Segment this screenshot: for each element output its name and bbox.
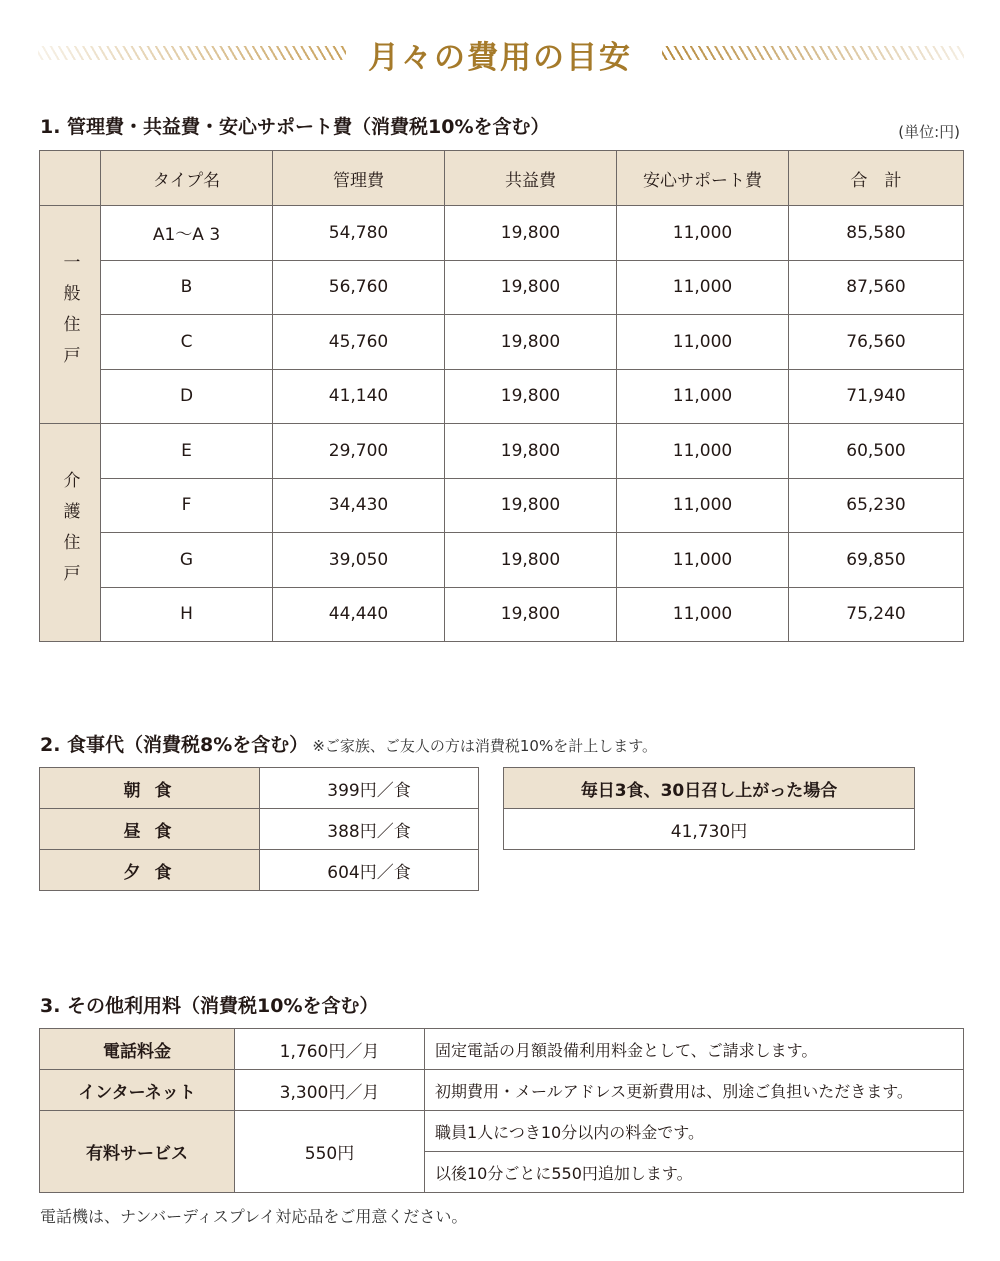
common-fee-cell: 19,800: [445, 478, 617, 533]
decorative-stripe-right: [662, 46, 964, 60]
fee-price: 3,300円／月: [235, 1070, 425, 1111]
table-row: [504, 768, 915, 809]
type-cell: E: [101, 424, 273, 479]
support-fee-cell: 11,000: [617, 478, 789, 533]
common-fee-cell: 19,800: [445, 369, 617, 424]
management-fee-cell: 44,440: [273, 587, 445, 642]
table-row: [40, 369, 964, 424]
section2-title: 2. 食事代（消費税8%を含む）: [40, 734, 309, 756]
fee-label: 電話料金: [40, 1029, 235, 1070]
page-banner: [0, 26, 1000, 82]
total-cell: 60,500: [789, 424, 964, 479]
total-cell: 65,230: [789, 478, 964, 533]
type-cell: H: [101, 587, 273, 642]
table-row: [40, 809, 479, 850]
common-fee-cell: 19,800: [445, 424, 617, 479]
total-cell: 76,560: [789, 315, 964, 370]
section2-note: ※ご家族、ご友人の方は消費税10%を計上します。: [312, 737, 658, 755]
table-row: [40, 260, 964, 315]
type-cell: D: [101, 369, 273, 424]
common-fee-cell: 19,800: [445, 206, 617, 261]
header-cell: タイプ名: [101, 151, 273, 206]
common-fee-cell: 19,800: [445, 315, 617, 370]
table-row: [40, 587, 964, 642]
support-fee-cell: 11,000: [617, 315, 789, 370]
table-row: [40, 850, 479, 891]
decorative-stripe-left: [38, 46, 346, 60]
fee-label: 有料サービス: [40, 1111, 235, 1193]
monthly-meal-value: 41,730円: [504, 809, 915, 850]
table-row: [40, 478, 964, 533]
meal-label: 朝 食: [40, 768, 260, 809]
management-fee-cell: 29,700: [273, 424, 445, 479]
type-cell: C: [101, 315, 273, 370]
fee-price: 550円: [235, 1111, 425, 1193]
fee-description: 職員1人につき10分以内の料金です。: [425, 1111, 964, 1152]
table-row: [40, 315, 964, 370]
fee-description: 以後10分ごとに550円追加します。: [425, 1152, 964, 1193]
meal-label: 昼 食: [40, 809, 260, 850]
total-cell: 85,580: [789, 206, 964, 261]
section3-title: 3. その他利用料（消費税10%を含む）: [40, 995, 379, 1017]
meal-price: 399円／食: [260, 768, 479, 809]
management-fee-cell: 56,760: [273, 260, 445, 315]
meal-label: 夕 食: [40, 850, 260, 891]
header-cell: [40, 151, 101, 206]
unit-label: (単位:円): [898, 123, 960, 141]
monthly-meal-total-table: [503, 767, 915, 850]
management-fee-cell: 39,050: [273, 533, 445, 588]
fee-description: 固定電話の月額設備利用料金として、ご請求します。: [425, 1029, 964, 1070]
table-row: [40, 533, 964, 588]
support-fee-cell: 11,000: [617, 369, 789, 424]
header-cell: 共益費: [445, 151, 617, 206]
fee-price: 1,760円／月: [235, 1029, 425, 1070]
page-title: 月々の費用の目安: [368, 40, 632, 76]
header-cell: 安心サポート費: [617, 151, 789, 206]
table-row: [40, 206, 964, 261]
table-row: [40, 1070, 964, 1111]
type-cell: A1〜A 3: [101, 206, 273, 261]
management-fee-cell: 41,140: [273, 369, 445, 424]
common-fee-cell: 19,800: [445, 260, 617, 315]
table-row: [40, 768, 479, 809]
type-cell: G: [101, 533, 273, 588]
management-fee-cell: 54,780: [273, 206, 445, 261]
total-cell: 87,560: [789, 260, 964, 315]
table-row: [40, 1111, 964, 1152]
table-row: [40, 1029, 964, 1070]
support-fee-cell: 11,000: [617, 587, 789, 642]
header-cell: 合 計: [789, 151, 964, 206]
group-label-care: 介護住戸: [40, 424, 101, 642]
support-fee-cell: 11,000: [617, 533, 789, 588]
group-label-general: 一般住戸: [40, 206, 101, 424]
support-fee-cell: 11,000: [617, 424, 789, 479]
type-cell: F: [101, 478, 273, 533]
fee-label: インターネット: [40, 1070, 235, 1111]
section1-title: 1. 管理費・共益費・安心サポート費（消費税10%を含む）: [40, 116, 550, 138]
header-cell: 管理費: [273, 151, 445, 206]
table-header-row: [40, 151, 964, 206]
total-cell: 71,940: [789, 369, 964, 424]
meal-fee-table: [39, 767, 479, 891]
fee-description: 初期費用・メールアドレス更新費用は、別途ご負担いただきます。: [425, 1070, 964, 1111]
section2-title-line: [40, 730, 657, 757]
footnote: 電話機は、ナンバーディスプレイ対応品をご用意ください。: [40, 1207, 468, 1226]
common-fee-cell: 19,800: [445, 587, 617, 642]
other-fees-table: [39, 1028, 964, 1193]
support-fee-cell: 11,000: [617, 260, 789, 315]
table-row: [504, 809, 915, 850]
management-fee-cell: 45,760: [273, 315, 445, 370]
total-cell: 75,240: [789, 587, 964, 642]
common-fee-cell: 19,800: [445, 533, 617, 588]
total-cell: 69,850: [789, 533, 964, 588]
type-cell: B: [101, 260, 273, 315]
table-row: [40, 424, 964, 479]
meal-price: 388円／食: [260, 809, 479, 850]
management-fee-table: [39, 150, 964, 642]
monthly-meal-label: 毎日3食、30日召し上がった場合: [504, 768, 915, 809]
support-fee-cell: 11,000: [617, 206, 789, 261]
management-fee-cell: 34,430: [273, 478, 445, 533]
meal-price: 604円／食: [260, 850, 479, 891]
